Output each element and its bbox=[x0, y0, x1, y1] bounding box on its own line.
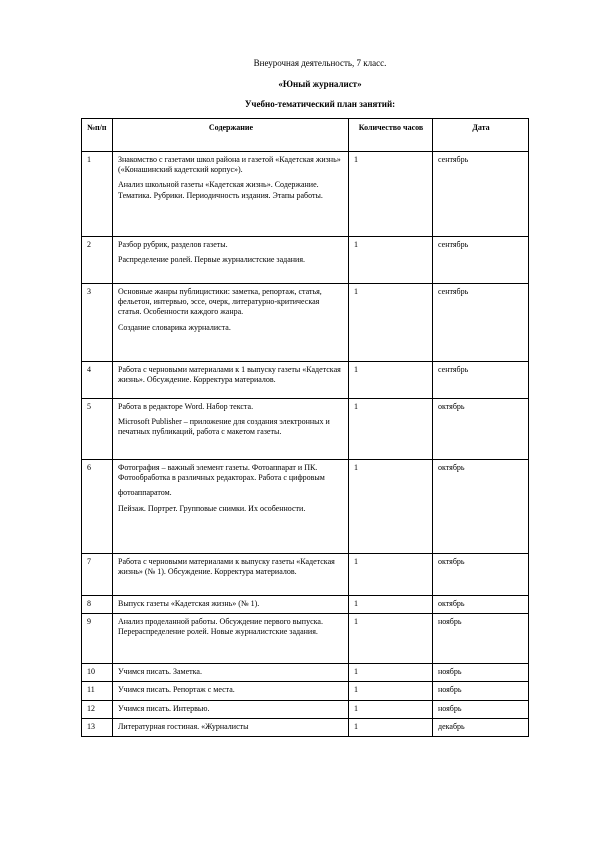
table-row bbox=[82, 284, 529, 362]
row-content bbox=[113, 700, 349, 718]
row-content bbox=[113, 237, 349, 284]
row-number: 3 bbox=[82, 284, 113, 362]
table-row bbox=[82, 237, 529, 284]
table-row bbox=[82, 554, 529, 596]
row-number: 7 bbox=[82, 554, 113, 596]
content-paragraph: Знакомство с газетами школ района и газетой «Кадетская жизнь» («Конашинский кадетский корпус»). bbox=[118, 155, 341, 175]
row-date: сентябрь bbox=[433, 237, 529, 284]
content-paragraph: Выпуск газеты «Кадетская жизнь» (№ 1). bbox=[118, 599, 260, 608]
header-course-title: «Юный журналист» bbox=[278, 79, 362, 89]
content-paragraph: Распределение ролей. Первые журналистские задания. bbox=[118, 255, 305, 265]
row-date: сентябрь bbox=[433, 152, 529, 237]
row-hours: 1 bbox=[349, 682, 433, 700]
row-content bbox=[113, 718, 349, 736]
row-date: ноябрь bbox=[433, 682, 529, 700]
row-date: октябрь bbox=[433, 554, 529, 596]
content-paragraph: Анализ школьной газеты «Кадетская жизнь». Содержание. Тематика. Рубрики. Периодичность издания. Этапы работы. bbox=[118, 180, 323, 200]
row-content bbox=[113, 399, 349, 460]
table-row bbox=[82, 399, 529, 460]
table-row bbox=[82, 596, 529, 614]
row-number: 5 bbox=[82, 399, 113, 460]
content-paragraph: Анализ проделанной работы. Обсуждение первого выпуска. Перераспределение ролей. Новые журналистские задания. bbox=[118, 617, 323, 637]
row-number: 6 bbox=[82, 460, 113, 554]
row-date: ноябрь bbox=[433, 614, 529, 664]
row-date: октябрь bbox=[433, 399, 529, 460]
row-content bbox=[113, 362, 349, 399]
row-date: октябрь bbox=[433, 460, 529, 554]
row-number: 1 bbox=[82, 152, 113, 237]
row-hours: 1 bbox=[349, 596, 433, 614]
lesson-plan-table bbox=[81, 118, 529, 737]
row-hours: 1 bbox=[349, 284, 433, 362]
row-content bbox=[113, 152, 349, 237]
row-date: ноябрь bbox=[433, 700, 529, 718]
row-number: 13 bbox=[82, 718, 113, 736]
row-hours: 1 bbox=[349, 237, 433, 284]
row-number: 2 bbox=[82, 237, 113, 284]
content-paragraph: Пейзаж. Портрет. Групповые снимки. Их особенности. bbox=[118, 503, 306, 513]
row-content bbox=[113, 460, 349, 554]
row-number: 9 bbox=[82, 614, 113, 664]
row-hours: 1 bbox=[349, 614, 433, 664]
row-hours: 1 bbox=[349, 399, 433, 460]
content-paragraph: Учимся писать. Интервью. bbox=[118, 703, 210, 713]
row-date: сентябрь bbox=[433, 284, 529, 362]
column-header-date: Дата bbox=[433, 119, 529, 152]
row-content bbox=[113, 664, 349, 682]
table-row bbox=[82, 460, 529, 554]
row-content bbox=[113, 682, 349, 700]
table-row bbox=[82, 152, 529, 237]
header-plan-title: Учебно-тематический план занятий: bbox=[244, 99, 396, 109]
content-paragraph: Учимся писать. Заметка. bbox=[118, 667, 202, 677]
column-header-number: №п/п bbox=[82, 119, 113, 152]
column-header-content: Содержание bbox=[113, 119, 349, 152]
row-content bbox=[113, 614, 349, 664]
row-number: 10 bbox=[82, 664, 113, 682]
row-content bbox=[113, 284, 349, 362]
content-paragraph: фотоаппаратом. bbox=[118, 488, 172, 498]
content-paragraph: Основные жанры публицистики: заметка, репортаж, статья, фельетон, интервью, эссе, очерк, литературно-критическая статья. Особенности каждого жанра. bbox=[118, 287, 322, 317]
row-number: 11 bbox=[82, 682, 113, 700]
content-paragraph: Литературная гостиная. «Журналисты bbox=[118, 721, 249, 731]
row-date: сентябрь bbox=[433, 362, 529, 399]
row-number: 12 bbox=[82, 700, 113, 718]
header-subject: Внеурочная деятельность, 7 класс. bbox=[253, 58, 387, 68]
row-hours: 1 bbox=[349, 362, 433, 399]
row-number: 8 bbox=[82, 596, 113, 614]
content-paragraph: Создание словарика журналиста. bbox=[118, 322, 231, 332]
row-hours: 1 bbox=[349, 718, 433, 736]
table-body bbox=[82, 152, 529, 737]
row-date: декабрь bbox=[433, 718, 529, 736]
content-paragraph: Работа с черновыми материалами к 1 выпуску газеты «Кадетская жизнь». Обсуждение. Корректура материалов. bbox=[118, 365, 341, 385]
content-paragraph: Работа в редакторе Word. Набор текста. bbox=[118, 402, 254, 411]
row-number: 4 bbox=[82, 362, 113, 399]
table-row bbox=[82, 682, 529, 700]
content-paragraph: Работа с черновыми материалами к выпуску газеты «Кадетская жизнь» (№ 1). Обсуждение. Корректура материалов. bbox=[118, 557, 335, 577]
row-hours: 1 bbox=[349, 700, 433, 718]
table-row bbox=[82, 700, 529, 718]
content-paragraph: Фотография – важный элемент газеты. Фотоаппарат и ПК. Фотообработка в различных редакторах. Работа с цифровым bbox=[118, 463, 325, 483]
row-content bbox=[113, 596, 349, 614]
table-header-row bbox=[82, 119, 529, 152]
table-row bbox=[82, 362, 529, 399]
table-row bbox=[82, 664, 529, 682]
content-paragraph: Учимся писать. Репортаж с места. bbox=[118, 685, 235, 695]
table-row bbox=[82, 614, 529, 664]
row-date: октябрь bbox=[433, 596, 529, 614]
table-row bbox=[82, 718, 529, 736]
row-hours: 1 bbox=[349, 664, 433, 682]
row-date: ноябрь bbox=[433, 664, 529, 682]
content-paragraph: Разбор рубрик, разделов газеты. bbox=[118, 240, 228, 249]
row-hours: 1 bbox=[349, 152, 433, 237]
row-hours: 1 bbox=[349, 460, 433, 554]
column-header-hours: Количество часов bbox=[349, 119, 433, 152]
content-paragraph: Microsoft Publisher – приложение для создания электронных и печатных публикаций, работа с макетом газеты. bbox=[118, 417, 330, 437]
row-hours: 1 bbox=[349, 554, 433, 596]
row-content bbox=[113, 554, 349, 596]
